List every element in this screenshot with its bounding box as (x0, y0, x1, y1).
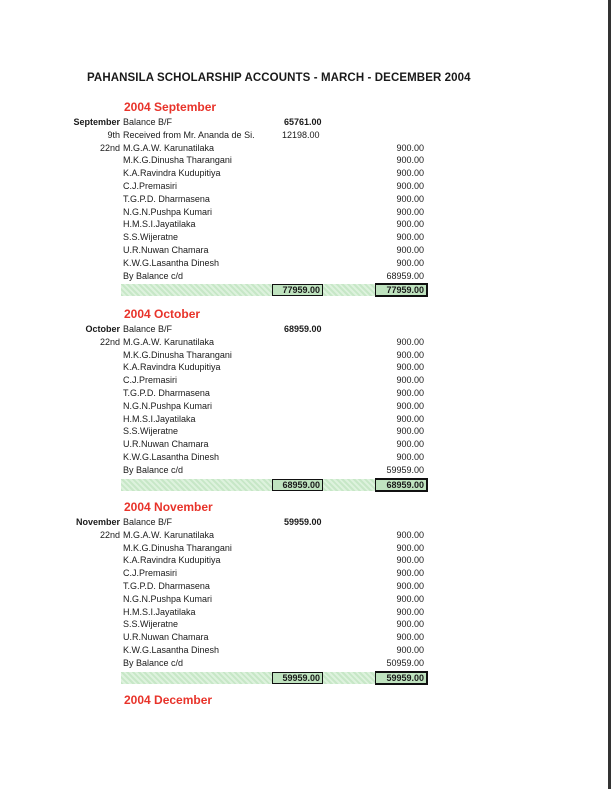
total-row (121, 284, 427, 296)
ledger-row (0, 387, 611, 400)
payee-name: C.J.Premasiri (123, 375, 178, 386)
entry-date: 9th (107, 129, 120, 140)
section-heading: 2004 October (124, 307, 201, 321)
balance-cd-amount: 59959.00 (386, 464, 424, 475)
ledger-row (0, 218, 611, 231)
payment-amount: 900.00 (396, 619, 424, 630)
month-label: November (75, 517, 120, 527)
payment-amount: 900.00 (396, 452, 424, 462)
page-title: PAHANSILA SCHOLARSHIP ACCOUNTS - MARCH - DECEMBER 2004 (87, 72, 471, 84)
payment-amount: 900.00 (396, 555, 424, 566)
balance-bf-label: Balance B/F (123, 117, 173, 127)
payee-name: C.J.Premasiri (123, 181, 178, 191)
received-amount: 12198.00 (282, 129, 320, 140)
ledger-row (0, 657, 611, 670)
payee-name: S.S.Wijeratne (123, 426, 179, 437)
ledger-row (0, 606, 611, 619)
ledger-row (0, 142, 611, 155)
ledger-row (0, 516, 611, 529)
ledger-row (0, 631, 611, 644)
payee-name: K.A.Ravindra Kudupitiya (123, 555, 221, 566)
balance-cd-label: By Balance c/d (123, 657, 184, 668)
payee-name: K.W.G.Lasantha Dinesh (123, 645, 220, 655)
total-row (121, 479, 427, 491)
entry-date: 22nd (99, 336, 120, 347)
payee-name: C.J.Premasiri (123, 568, 178, 579)
ledger-row (0, 593, 611, 606)
month-label: October (85, 324, 120, 334)
ledger-row (0, 270, 611, 283)
payment-amount: 900.00 (396, 193, 424, 204)
balance-cd-amount: 50959.00 (386, 657, 424, 668)
payee-name: N.G.N.Pushpa Kumari (123, 593, 213, 604)
payment-amount: 900.00 (396, 542, 424, 553)
payee-name: U.R.Nuwan Chamara (123, 439, 209, 450)
payee-name: M.K.G.Dinusha Tharangani (123, 349, 232, 360)
payment-amount: 900.00 (396, 181, 424, 191)
ledger-row (0, 567, 611, 580)
ledger-row (0, 129, 611, 142)
payment-amount: 900.00 (396, 439, 424, 450)
payment-amount: 900.00 (396, 593, 424, 604)
balance-cd-amount: 68959.00 (386, 270, 424, 281)
balance-bf-amount: 59959.00 (284, 517, 322, 527)
payee-name: S.S.Wijeratne (123, 619, 179, 630)
payee-name: K.W.G.Lasantha Dinesh (123, 452, 220, 462)
total-right: 77959.00 (375, 283, 428, 297)
payee-name: K.A.Ravindra Kudupitiya (123, 168, 221, 179)
payee-name: H.M.S.I.Jayatilaka (123, 606, 196, 617)
payment-amount: 900.00 (396, 206, 424, 217)
ledger-row (0, 451, 611, 464)
ledger-row (0, 413, 611, 426)
balance-cd-label: By Balance c/d (123, 270, 184, 281)
payment-amount: 900.00 (396, 155, 424, 166)
balance-bf-amount: 65761.00 (284, 117, 322, 127)
ledger-row (0, 361, 611, 374)
payment-amount: 900.00 (396, 632, 424, 643)
entry-date: 22nd (99, 142, 120, 153)
payment-amount: 900.00 (396, 645, 424, 655)
ledger-row (0, 244, 611, 257)
total-row (121, 672, 427, 684)
payment-amount: 900.00 (396, 400, 424, 411)
ledger-row (0, 580, 611, 593)
ledger-row (0, 154, 611, 167)
payee-name: M.K.G.Dinusha Tharangani (123, 542, 232, 553)
payment-amount: 900.00 (396, 426, 424, 437)
payment-amount: 900.00 (396, 362, 424, 373)
total-left: 77959.00 (272, 284, 323, 296)
entry-date: 22nd (99, 529, 120, 540)
section-heading: 2004 September (124, 100, 217, 114)
ledger-row (0, 116, 611, 129)
ledger-row (0, 400, 611, 413)
ledger-row (0, 425, 611, 438)
ledger-row (0, 464, 611, 477)
payee-name: M.G.A.W. Karunatilaka (123, 336, 215, 347)
payment-amount: 900.00 (396, 245, 424, 255)
payee-name: T.G.P.D. Dharmasena (123, 193, 210, 204)
payee-name: T.G.P.D. Dharmasena (123, 581, 210, 591)
ledger-row (0, 438, 611, 451)
ledger-row (0, 167, 611, 180)
ledger-row (0, 206, 611, 219)
total-right: 59959.00 (375, 671, 428, 685)
payment-amount: 900.00 (396, 568, 424, 579)
section-heading: 2004 November (124, 500, 213, 514)
total-left: 68959.00 (272, 479, 323, 491)
payee-name: H.M.S.I.Jayatilaka (123, 413, 196, 424)
payment-amount: 900.00 (396, 529, 424, 540)
payee-name: U.R.Nuwan Chamara (123, 632, 209, 643)
month-label: September (73, 117, 120, 127)
balance-bf-amount: 68959.00 (284, 324, 322, 334)
balance-bf-label: Balance B/F (123, 517, 173, 527)
ledger-row (0, 618, 611, 631)
ledger-row (0, 644, 611, 657)
payment-amount: 900.00 (396, 581, 424, 591)
payee-name: N.G.N.Pushpa Kumari (123, 400, 213, 411)
payee-name: H.M.S.I.Jayatilaka (123, 219, 196, 230)
ledger-row (0, 257, 611, 270)
ledger-row (0, 193, 611, 206)
payment-amount: 900.00 (396, 375, 424, 386)
section-heading: 2004 December (124, 693, 213, 707)
payment-amount: 900.00 (396, 336, 424, 347)
payee-name: U.R.Nuwan Chamara (123, 245, 209, 255)
payee-name: S.S.Wijeratne (123, 232, 179, 243)
ledger-row (0, 349, 611, 362)
ledger-row (0, 374, 611, 387)
total-left: 59959.00 (272, 672, 323, 684)
payment-amount: 900.00 (396, 413, 424, 424)
balance-bf-label: Balance B/F (123, 324, 173, 334)
payment-amount: 900.00 (396, 232, 424, 243)
total-right: 68959.00 (375, 478, 428, 492)
balance-cd-label: By Balance c/d (123, 464, 184, 475)
payment-amount: 900.00 (396, 349, 424, 360)
payee-name: M.G.A.W. Karunatilaka (123, 142, 215, 153)
payment-amount: 900.00 (396, 142, 424, 153)
ledger-row (0, 542, 611, 555)
ledger-row (0, 323, 611, 336)
payee-name: T.G.P.D. Dharmasena (123, 388, 210, 398)
ledger-row (0, 231, 611, 244)
payment-amount: 900.00 (396, 219, 424, 230)
payee-name: M.G.A.W. Karunatilaka (123, 529, 215, 540)
payee-name: M.K.G.Dinusha Tharangani (123, 155, 232, 166)
ledger-row (0, 554, 611, 567)
payee-name: K.A.Ravindra Kudupitiya (123, 362, 221, 373)
ledger-row (0, 529, 611, 542)
ledger-row (0, 336, 611, 349)
payment-amount: 900.00 (396, 257, 424, 268)
payment-amount: 900.00 (396, 168, 424, 179)
payment-amount: 900.00 (396, 388, 424, 398)
payee-name: N.G.N.Pushpa Kumari (123, 206, 213, 217)
payee-name: K.W.G.Lasantha Dinesh (123, 257, 220, 268)
received-label: Received from Mr. Ananda de Si. (123, 129, 255, 140)
ledger-row (0, 180, 611, 193)
payment-amount: 900.00 (396, 606, 424, 617)
